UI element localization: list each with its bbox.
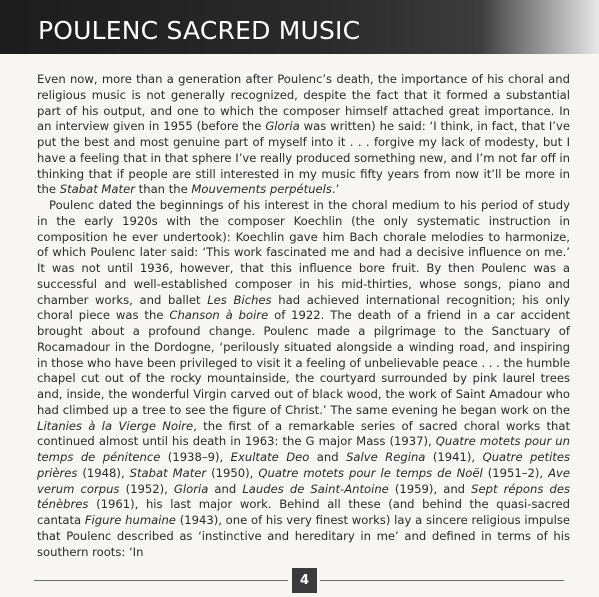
work-title: Salve Regina <box>346 450 426 464</box>
work-title: Chanson à boire <box>169 308 269 323</box>
work-title: Figure humaine <box>84 513 176 527</box>
page-number: 4 <box>292 568 317 593</box>
paragraph-2 <box>37 198 570 560</box>
text-run: (1938–9), <box>160 450 231 464</box>
text-run: had achieved international recognition; his only choral piece was the <box>37 292 570 323</box>
work-title: Ave verum corpus <box>37 465 571 496</box>
text-run: (1951–2), <box>482 465 549 480</box>
text-run: (1943), one of his very finest works) lay a sincere religious impulse that Poulenc described as ‘instinctive and hereditary in me’ and defined in terms of his southern roots: ‘In <box>37 513 570 559</box>
work-title: Laudes de Saint-Antoine <box>242 481 389 496</box>
text-run: (1959), and <box>388 481 472 496</box>
text-run: (1961), his last major work. Behind all these (and behind the quasi-sacred cantata <box>37 497 570 527</box>
text-run: (1952), <box>119 481 174 496</box>
paragraph-1 <box>37 72 570 198</box>
text-run: Poulenc dated the beginnings of his interest in the choral medium to his period of study in the early 1920s with the composer Koechlin (the only systematic instruction in composition he ever undertook): Koechlin gave him Bach chorale melodies to harmonize, of which Poulenc later said: ‘This work fascinated me and had a decisive influence on me.’ It was not until 1936, however, that this influence bore fruit. By then Poulenc was a successful and well-established composer in his mid-thirties, whose songs, piano and chamber works, and ballet <box>37 198 570 307</box>
work-title: Les Biches <box>207 292 272 307</box>
work-title: Gloria <box>173 481 209 496</box>
text-run: than the <box>134 182 192 197</box>
text-run: (1948), <box>77 465 130 480</box>
work-title: Quatre petites prières <box>37 450 571 480</box>
work-title: Stabat Mater <box>59 182 135 197</box>
text-run: .’ <box>331 182 340 197</box>
footer-rule-left <box>34 580 288 581</box>
work-title: Gloria <box>265 119 300 134</box>
work-title: Exultate Deo <box>230 450 310 464</box>
footer-rule-right <box>320 580 564 581</box>
work-title: Stabat Mater <box>129 465 207 480</box>
text-run: and <box>208 481 243 496</box>
text-run: was written) he said: ‘I think, in fact, that I’ve put the best and most genuine part of myself into it . . . forgive my lack of modesty, but I have a feeling that in that sphere I’ve really produced something new, and I’m not far off in thinking that if people are still interested in my music fifty years from now it’ll be more in the <box>37 119 570 197</box>
text-run: (1941), <box>425 450 483 464</box>
work-title: Quatre motets pour un temps de pénitence <box>37 434 570 464</box>
work-title: Litanies à la Vierge Noire <box>37 418 194 433</box>
text-run: , the first of a remarkable series of sacred choral works that continued almost until his death in 1963: the G major Mass (1937), <box>37 418 570 449</box>
text-run: (1950), <box>206 465 259 480</box>
work-title: Quatre motets pour le temps de Noël <box>258 465 483 480</box>
body-text <box>37 72 570 560</box>
work-title: Sept répons des ténèbres <box>37 481 570 512</box>
text-run: of 1922. The death of a friend in a car accident brought about a profound change. Poulenc made a pilgrimage to the Sanctuary of Rocamadour in the Dordogne, ‘perilously situated alongside a winding road, and inspiring in those who have been privileged to visit it a feeling of unbelievable peace . . . the humble chapel cut out of the rocky mountainside, the courtyard surrounded by pink laurel trees and, inside, the wonderful Virgin carved out of black wood, the work of Saint Amadour who had climbed up a tree to see the figure of Christ.’ The same evening he began work on the <box>37 308 570 417</box>
work-title: Mouvements perpétuels <box>191 182 332 197</box>
page-title: POULENC SACRED MUSIC <box>38 16 361 45</box>
text-run: and <box>309 450 347 464</box>
text-run: Even now, more than a generation after Poulenc’s death, the importance of his choral and religious music is not generally recognized, despite the fact that it formed a substantial part of his output, and one to which the composer himself attached great importance. In an interview given in 1955 (before the <box>37 72 570 134</box>
